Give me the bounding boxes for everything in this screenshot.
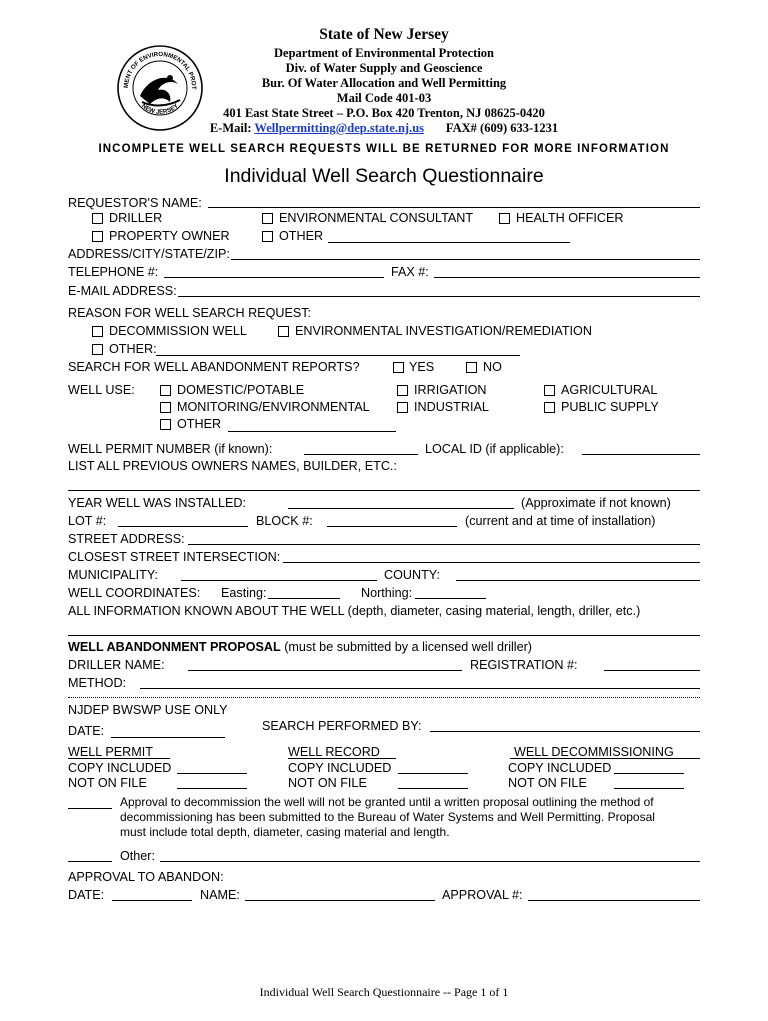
abandonment-no-checkbox[interactable] xyxy=(466,362,477,373)
requestor-other-label: OTHER xyxy=(279,229,324,243)
health-officer-checkbox[interactable] xyxy=(499,213,510,224)
telephone-label: TELEPHONE #: xyxy=(68,265,159,279)
abandonment-yes-label: YES xyxy=(409,360,435,374)
municipality-field[interactable] xyxy=(181,580,377,581)
previous-owners-field[interactable] xyxy=(68,490,700,491)
approval-number-label: APPROVAL #: xyxy=(442,888,523,902)
approval-note-line3: must include total depth, diameter, casing material and length. xyxy=(120,825,450,839)
decom-copy-field[interactable] xyxy=(614,773,684,774)
permit-number-label: WELL PERMIT NUMBER (if known): xyxy=(68,442,273,456)
page-footer: Individual Well Search Questionnaire -- Page 1 of 1 xyxy=(259,985,509,999)
method-field[interactable] xyxy=(140,688,700,689)
fax-field[interactable] xyxy=(434,277,700,278)
email-link[interactable]: Wellpermitting@dep.state.nj.us xyxy=(254,121,425,135)
public-supply-label: PUBLIC SUPPLY xyxy=(561,400,659,414)
svg-text:NEW JERSEY: NEW JERSEY xyxy=(140,102,180,116)
reason-other-checkbox[interactable] xyxy=(92,344,103,355)
address-label: ADDRESS/CITY/STATE/ZIP: xyxy=(68,247,230,261)
lot-field[interactable] xyxy=(118,526,248,527)
approval-to-abandon-label: APPROVAL TO ABANDON: xyxy=(68,870,224,884)
approval-date-field[interactable] xyxy=(112,900,192,901)
property-owner-checkbox[interactable] xyxy=(92,231,103,242)
office-date-field[interactable] xyxy=(111,737,225,738)
northing-field[interactable] xyxy=(415,598,486,599)
abandonment-no-label: NO xyxy=(483,360,502,374)
intersection-label: CLOSEST STREET INTERSECTION: xyxy=(68,550,281,564)
env-consultant-checkbox[interactable] xyxy=(262,213,273,224)
address: 401 East State Street – P.O. Box 420 Trenton, NJ 08625-0420 xyxy=(223,106,545,120)
irrigation-checkbox[interactable] xyxy=(397,385,408,396)
form-title: Individual Well Search Questionnaire xyxy=(224,165,544,187)
telephone-field[interactable] xyxy=(164,277,384,278)
record-not-on-file-label: NOT ON FILE xyxy=(288,776,367,790)
well-decom-underline xyxy=(510,758,700,759)
monitoring-label: MONITORING/ENVIRONMENTAL xyxy=(177,400,370,414)
driller-label: DRILLER xyxy=(109,211,163,225)
bureau: Bur. Of Water Allocation and Well Permitting xyxy=(261,76,507,90)
decom-not-on-file-label: NOT ON FILE xyxy=(508,776,587,790)
env-investigation-label: ENVIRONMENTAL INVESTIGATION/REMEDIATION xyxy=(295,324,592,338)
method-label: METHOD: xyxy=(68,676,127,690)
permit-not-on-file-label: NOT ON FILE xyxy=(68,776,147,790)
decommission-label: DECOMMISSION WELL xyxy=(109,324,247,338)
local-id-field[interactable] xyxy=(582,454,700,455)
county-field[interactable] xyxy=(456,580,700,581)
domestic-label: DOMESTIC/POTABLE xyxy=(177,383,305,397)
block-field[interactable] xyxy=(327,526,457,527)
reason-other-label: OTHER: xyxy=(109,342,157,356)
env-investigation-checkbox[interactable] xyxy=(278,326,289,337)
property-owner-label: PROPERTY OWNER xyxy=(109,229,230,243)
agricultural-checkbox[interactable] xyxy=(544,385,555,396)
decom-not-on-file-field[interactable] xyxy=(614,788,684,789)
street-address-field[interactable] xyxy=(188,544,700,545)
requestor-name-label: REQUESTOR'S NAME: xyxy=(68,196,202,210)
email-address-label: E-MAIL ADDRESS: xyxy=(68,284,177,298)
abandonment-question: SEARCH FOR WELL ABANDONMENT REPORTS? xyxy=(68,360,360,374)
northing-label: Northing: xyxy=(361,586,413,600)
well-use-label: WELL USE: xyxy=(68,383,135,397)
local-id-label: LOCAL ID (if applicable): xyxy=(425,442,564,456)
office-use-label: NJDEP BWSWP USE ONLY xyxy=(68,703,228,717)
office-other-field[interactable] xyxy=(160,861,700,862)
domestic-checkbox[interactable] xyxy=(160,385,171,396)
well-permit-label: WELL PERMIT xyxy=(68,745,153,759)
street-address-label: STREET ADDRESS: xyxy=(68,532,185,546)
permit-number-field[interactable] xyxy=(304,454,418,455)
requestor-other-field[interactable] xyxy=(328,242,570,243)
approximate-note: (Approximate if not known) xyxy=(521,496,671,510)
permit-copy-field[interactable] xyxy=(177,773,247,774)
driller-name-field[interactable] xyxy=(188,670,462,671)
industrial-checkbox[interactable] xyxy=(397,402,408,413)
svg-text:DEPARTMENT OF ENVIRONMENTAL PR: MENT OF ENVIRONMENTAL PROT xyxy=(122,50,198,90)
current-note: (current and at time of installation) xyxy=(465,514,656,528)
registration-label: REGISTRATION #: xyxy=(470,658,578,672)
block-label: BLOCK #: xyxy=(256,514,313,528)
fax-number: FAX# (609) 633-1231 xyxy=(445,121,559,135)
approval-number-field[interactable] xyxy=(528,900,700,901)
state-title: State of New Jersey xyxy=(319,26,449,43)
proposal-heading: WELL ABANDONMENT PROPOSAL (must be submitted by a licensed well driller) xyxy=(68,640,532,654)
approval-name-field[interactable] xyxy=(245,900,435,901)
intersection-field[interactable] xyxy=(283,562,700,563)
approval-name-label: NAME: xyxy=(200,888,240,902)
email-address-field[interactable] xyxy=(178,296,700,297)
irrigation-label: IRRIGATION xyxy=(414,383,487,397)
municipality-label: MUNICIPALITY: xyxy=(68,568,159,582)
other-check-field[interactable] xyxy=(68,861,112,862)
well-decom-label: WELL DECOMMISSIONING xyxy=(514,745,674,759)
driller-checkbox[interactable] xyxy=(92,213,103,224)
well-permit-underline xyxy=(68,758,170,759)
well-use-other-field[interactable] xyxy=(228,431,396,432)
coordinates-label: WELL COORDINATES: xyxy=(68,586,201,600)
decom-copy-label: COPY INCLUDED xyxy=(508,761,612,775)
address-field[interactable] xyxy=(231,259,700,260)
industrial-label: INDUSTRIAL xyxy=(414,400,489,414)
approval-note-line2: decommissioning has been submitted to the Bureau of Water Systems and Well Permitting. Proposal xyxy=(120,810,655,824)
reason-other-field[interactable] xyxy=(156,355,520,356)
easting-field[interactable] xyxy=(268,598,340,599)
monitoring-checkbox[interactable] xyxy=(160,402,171,413)
agricultural-label: AGRICULTURAL xyxy=(561,383,658,397)
health-officer-label: HEALTH OFFICER xyxy=(516,211,624,225)
abandonment-yes-checkbox[interactable] xyxy=(393,362,404,373)
public-supply-checkbox[interactable] xyxy=(544,402,555,413)
all-info-field[interactable] xyxy=(68,635,700,636)
year-installed-field[interactable] xyxy=(288,508,514,509)
office-date-label: DATE: xyxy=(68,724,105,738)
performed-by-field[interactable] xyxy=(430,731,700,732)
reason-label: REASON FOR WELL SEARCH REQUEST: xyxy=(68,306,312,320)
approval-note-check-field[interactable] xyxy=(68,808,112,809)
office-other-label: Other: xyxy=(120,849,155,863)
driller-name-label: DRILLER NAME: xyxy=(68,658,165,672)
all-info-label: ALL INFORMATION KNOWN ABOUT THE WELL (depth, diameter, casing material, length, driller, etc.) xyxy=(68,604,641,618)
previous-owners-label: LIST ALL PREVIOUS OWNERS NAMES, BUILDER, ETC.: xyxy=(68,459,397,473)
fax-label: FAX #: xyxy=(391,265,429,279)
well-record-underline xyxy=(288,758,396,759)
division: Div. of Water Supply and Geoscience xyxy=(285,61,483,75)
contact-line xyxy=(0,121,768,136)
easting-label: Easting: xyxy=(221,586,267,600)
record-copy-field[interactable] xyxy=(398,773,468,774)
env-consultant-label: ENVIRONMENTAL CONSULTANT xyxy=(279,211,474,225)
record-copy-label: COPY INCLUDED xyxy=(288,761,392,775)
year-installed-label: YEAR WELL WAS INSTALLED: xyxy=(68,496,246,510)
mail-code: Mail Code 401-03 xyxy=(336,91,432,105)
email-label: E-Mail: xyxy=(209,121,252,135)
department: Department of Environmental Protection xyxy=(274,46,494,60)
well-use-other-checkbox[interactable] xyxy=(160,419,171,430)
registration-field[interactable] xyxy=(604,670,700,671)
county-label: COUNTY: xyxy=(384,568,440,582)
record-not-on-file-field[interactable] xyxy=(398,788,468,789)
well-record-label: WELL RECORD xyxy=(288,745,380,759)
office-use-divider xyxy=(68,697,700,698)
requestor-other-checkbox[interactable] xyxy=(262,231,273,242)
performed-by-label: SEARCH PERFORMED BY: xyxy=(262,719,422,733)
permit-copy-label: COPY INCLUDED xyxy=(68,761,172,775)
permit-not-on-file-field[interactable] xyxy=(177,788,247,789)
approval-note-line1: Approval to decommission the well will not be granted until a written proposal outlining the method of xyxy=(120,795,654,809)
well-use-other-label: OTHER xyxy=(177,417,222,431)
requestor-name-field[interactable] xyxy=(208,207,700,208)
warning-banner: INCOMPLETE WELL SEARCH REQUESTS WILL BE RETURNED FOR MORE INFORMATION xyxy=(98,143,670,155)
decommission-checkbox[interactable] xyxy=(92,326,103,337)
approval-date-label: DATE: xyxy=(68,888,105,902)
lot-label: LOT #: xyxy=(68,514,107,528)
